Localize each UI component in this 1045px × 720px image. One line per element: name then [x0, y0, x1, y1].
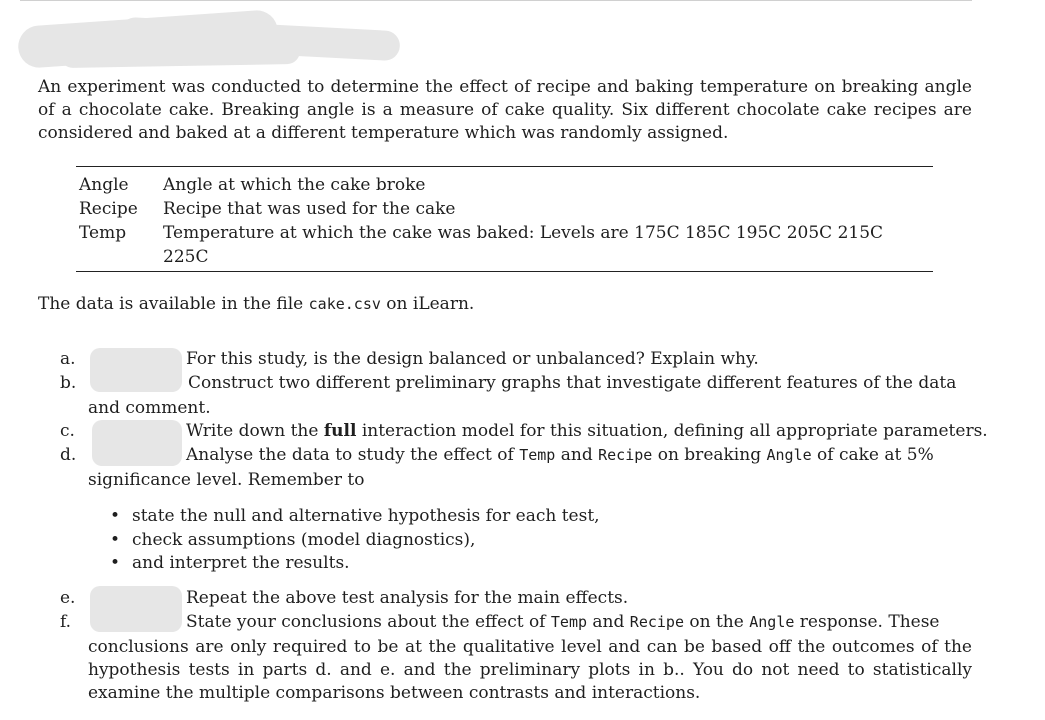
question-f-continuation: conclusions are only required to be at the qualitative level and can be based off the outcomes of the hypothesis tests in parts d. and e. and the preliminary plots in b.. You do not need to statistically examine the multiple comparisons between contrasts and interactions.	[88, 637, 972, 703]
list-item: • state the null and alternative hypothesis for each test,	[110, 505, 600, 529]
intro-paragraph: An experiment was conducted to determine the effect of recipe and baking temperature on breaking angle of a chocolate cake. Breaking angle is a measure of cake quality. Six different chocolate cake recipes are considered and baked at a different temperature which was randomly assigned.	[38, 77, 972, 143]
bullet-icon: •	[110, 553, 121, 573]
list-item: • check assumptions (model diagnostics),	[110, 529, 600, 553]
question-d-continuation: significance level. Remember to	[88, 470, 365, 490]
top-divider	[20, 0, 972, 1]
data-availability-note: The data is available in the file cake.csv on iLearn.	[38, 294, 475, 314]
question-c-text: Write down the full interaction model for this situation, defining all appropriate parameters.	[186, 421, 988, 441]
redacted-marks	[90, 586, 182, 632]
question-e-letter: e.	[60, 588, 76, 608]
list-item: • and interpret the results.	[110, 552, 600, 576]
question-a-letter: a.	[60, 349, 76, 369]
requirements-list	[110, 505, 600, 576]
question-b-letter: b.	[60, 373, 77, 393]
variable-row	[76, 173, 933, 197]
variable-description: Recipe that was used for the cake	[163, 199, 456, 219]
variable-description: Temperature at which the cake was baked: Levels are 175C 185C 195C 205C 215C 225C	[163, 223, 884, 267]
variable-row	[76, 197, 933, 221]
question-f-letter: f.	[60, 612, 72, 632]
question-a-text: For this study, is the design balanced or unbalanced? Explain why.	[186, 349, 759, 369]
variable-name: Temp	[79, 223, 127, 243]
variable-row	[76, 221, 933, 269]
redacted-marks	[92, 420, 182, 466]
question-e-text: Repeat the above test analysis for the main effects.	[186, 588, 629, 608]
bullet-icon: •	[110, 529, 121, 550]
question-c-letter: c.	[60, 421, 75, 441]
question-d-text: Analyse the data to study the effect of Temp and Recipe on breaking Angle of cake at 5%	[186, 445, 934, 465]
redacted-header-scribble	[60, 38, 300, 68]
variable-name: Angle	[79, 175, 129, 195]
question-b-continuation: and comment.	[88, 398, 211, 418]
data-filename: cake.csv	[308, 295, 381, 313]
redacted-marks	[90, 348, 182, 392]
variable-table	[76, 166, 933, 272]
question-f-text: State your conclusions about the effect of Temp and Recipe on the Angle response. These	[186, 612, 940, 632]
variable-description: Angle at which the cake broke	[163, 175, 426, 195]
question-d-letter: d.	[60, 445, 77, 465]
variable-name: Recipe	[79, 199, 138, 219]
question-b-text: Construct two different preliminary graphs that investigate different features of the data	[188, 373, 957, 393]
bullet-icon: •	[110, 506, 121, 526]
emphasis-full: full	[323, 421, 357, 441]
